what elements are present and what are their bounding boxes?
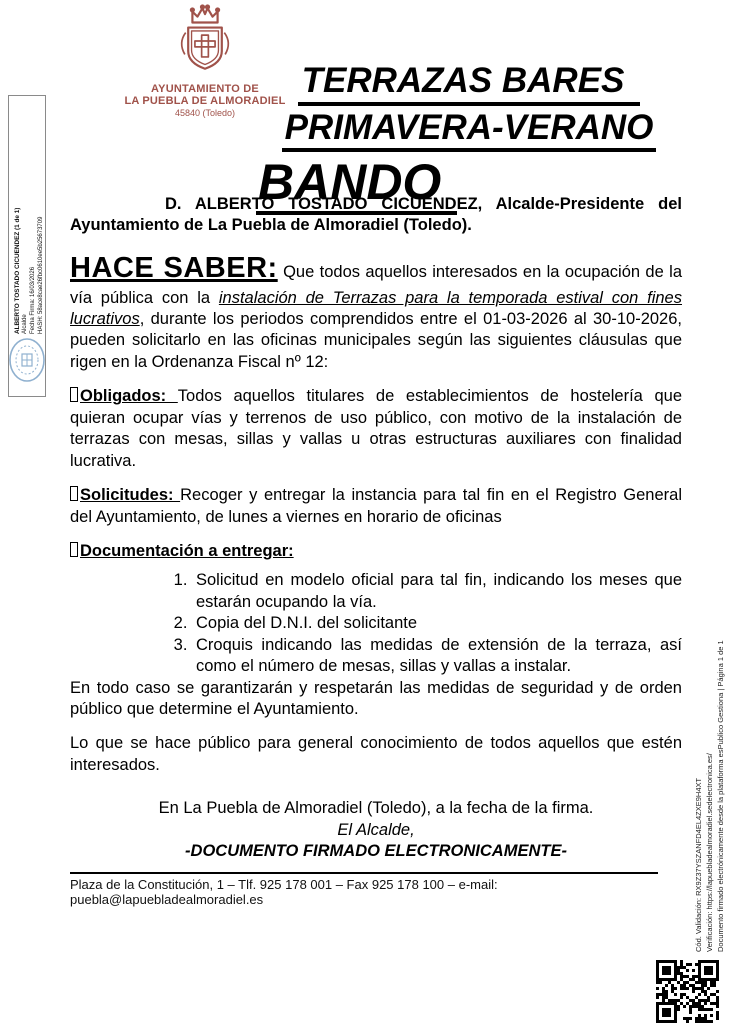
list-item: 2. Copia del D.N.I. del solicitante [192,613,682,634]
org-name-line1: AYUNTAMIENTO DE [151,83,259,95]
signer-role: Alcalde [22,314,29,334]
round-stamp-icon [8,336,46,384]
guarantee-paragraph: En todo caso se garantizarán y respetarán las medidas de seguridad y de orden público que determine el Ayuntamiento. [70,678,682,718]
signature-margin-box [8,95,46,397]
hace-saber-text-1: Que todos aquellos interesados en la ocupación de la vía pública con la [70,262,682,307]
title-line-1: TERRAZAS BARES [298,62,641,106]
footer-rule [70,872,658,874]
obligados-label: Obligados: [80,387,178,406]
title-line-2: PRIMAVERA-VERANO [282,109,657,153]
title-bando: BANDO [256,157,457,215]
list-item: 1. Solicitud en modelo oficial para tal fin, indicando los meses que estarán ocupando la vía. [192,570,682,613]
signature-margin-text [14,184,46,334]
obligados-text: Todos aquellos titulares de establecimientos de hostelería que quieran ocupar vías y terrenos de uso público, con motivo de la instalación de terrazas con mesas, sillas y vallas u otras estructuras auxiliares con finalidad lucrativa. [70,387,683,470]
list-item: 3. Croquis indicando las medidas de extensión de la terraza, así como el número de mesas, sillas y vallas a instalar. [192,635,682,678]
hace-saber-emphasis: instalación de Terrazas para la temporada estival con fines lucrativos [70,288,682,328]
verification-url-line: Verificación: https://lapuebladealmoradiel.sedelectronica.es/ [704,753,714,952]
signature-signed-line: -DOCUMENTO FIRMADO ELECTRONICAMENTE- [185,842,567,861]
page-footer [70,872,658,907]
signature-place-line: En La Puebla de Almoradiel (Toledo), a la fecha de la firma. [158,799,594,818]
missing-glyph-box [70,542,78,557]
footer-address: Plaza de la Constitución, 1 – Tlf. 925 178 001 – Fax 925 178 100 – e-mail: puebla@lapuebladealmoradiel.es [70,877,498,907]
documentation-list [70,570,682,677]
solicitudes-text: Recoger y entregar la instancia para tal fin en el Registro General del Ayuntamiento, de lunes a viernes en horario de oficinas [70,486,682,526]
solicitudes-paragraph [70,485,682,528]
document-title-block [256,62,682,215]
missing-glyph-box [70,486,78,501]
hace-saber-heading: HACE SABER: [70,251,278,284]
signature-block [70,798,682,862]
signature-role-line: El Alcalde, [337,820,415,839]
obligados-paragraph [70,386,682,472]
solicitudes-label: Solicitudes: [80,486,181,505]
platform-line: Documento firmado electrónicamente desde la plataforma esPublico Gestiona | Página 1 de 1 [715,640,725,952]
org-name-line2: LA PUEBLA DE ALMORADIEL [124,95,286,107]
signature-hash: HASH: 58ace8cae26fbc0610ee5b25673709 [37,216,44,334]
validation-code-line: Cód. Validación: RX9Z37YSZANFD4EL4ZXE9H4XT [694,777,703,952]
documentacion-label: Documentación a entregar: [80,541,294,560]
coat-of-arms-icon [163,4,247,78]
hace-saber-text-2: , durante los periodos comprendidos entre el 01-03-2026 al 30-10-2026, pueden solicitarlo en las oficinas municipales según las siguientes cláusulas que rigen en la Ordenanza Fiscal nº 12: [70,310,682,371]
validation-margin-text [694,607,727,952]
document-body [70,194,682,863]
missing-glyph-box [70,387,78,402]
signature-date: Fecha Firma: 16/03/2026 [30,266,37,334]
signer-name: ALBERTO TOSTADO CICUENDEZ (1 de 1) [14,207,21,334]
mayor-intro-paragraph: D. ALBERTO TOSTADO CICUÉNDEZ, Alcalde-Presidente del Ayuntamiento de La Puebla de Almoradiel (Toledo). [70,195,682,235]
hace-saber-paragraph [70,250,682,373]
qr-code [656,960,719,1023]
public-notice-paragraph: Lo que se hace público para general conocimiento de todos aquellos que estén interesados. [70,734,682,774]
org-postal-line: 45840 (Toledo) [174,108,236,118]
documentacion-heading-paragraph [70,541,682,562]
